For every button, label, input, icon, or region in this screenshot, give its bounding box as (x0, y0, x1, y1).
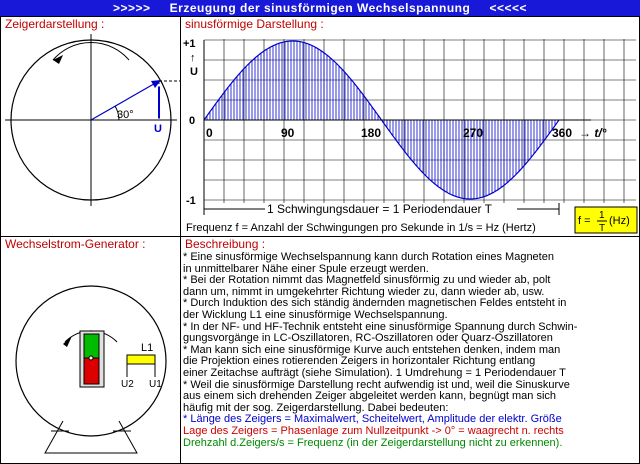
period-label: 1 Schwingungsdauer = 1 Periodendauer T (267, 202, 492, 216)
u-label: U (154, 123, 162, 135)
generator-rotation-arrow-icon (63, 336, 72, 347)
y-zero-label: 0 (189, 115, 196, 127)
y-arrow-icon: ↑ (190, 52, 196, 64)
description-line: häufig mit der sog. Zeigerdarstellung. Dabei bedeuten: (183, 402, 449, 414)
y-top-label: +1 (183, 38, 196, 50)
y-bottom-label: -1 (186, 195, 196, 207)
sine-panel-title: sinusförmige Darstellung : (185, 17, 324, 31)
description-line: * In der NF- und HF-Technik entsteht eine sinusförmige Spannung durch Schwin- (183, 321, 578, 333)
generator-panel-title: Wechselstrom-Generator : (5, 237, 146, 251)
description-line: * Man kann sich eine sinusförmige Kurve auch entstehen denken, indem man (183, 344, 561, 356)
x-axis-label: → t/° (579, 126, 607, 140)
y-u-label: U (190, 66, 198, 78)
terminal-u1: U1 (149, 379, 162, 390)
description-line: gungsvorgänge in LC-Oszillatoren, RC-Oszillatoren oder Quarz-Oszillatoren (183, 333, 553, 345)
x-tick-90: 90 (281, 126, 295, 140)
title-bar: >>>>> Erzeugung der sinusförmigen Wechselspannung <<<<< (0, 0, 640, 16)
coil-label: L1 (141, 342, 154, 354)
generator-panel (0, 236, 181, 464)
formula-den: T (599, 223, 606, 234)
magnet-north (84, 334, 99, 358)
rotor-axis (89, 356, 93, 360)
description-line: einer Zeitachse aufträgt (siehe Simulation). 1 Umdrehung = 1 Periodendauer T (183, 367, 566, 379)
sine-chart (181, 17, 639, 236)
rotation-arrow-icon (53, 55, 63, 64)
description-line: dann um, nimmt in umgekehrter Richtung wieder zu, dann wieder ab, usw. (183, 286, 545, 298)
generator-diagram (1, 237, 180, 463)
pointer-panel (0, 16, 181, 237)
x-tick-180: 180 (361, 126, 382, 140)
coil-l1 (127, 355, 155, 364)
x-tick-270: 270 (463, 126, 484, 140)
formula-unit: (Hz) (609, 215, 630, 227)
formula-num: 1 (599, 210, 605, 221)
formula-lhs: f = (578, 215, 591, 227)
angle-label: 30° (117, 109, 134, 121)
sine-panel (180, 16, 640, 237)
description-text (183, 252, 638, 449)
description-line: * Eine sinusförmige Wechselspannung kann durch Rotation eines Magneten (183, 252, 554, 263)
description-title: Beschreibung : (185, 237, 266, 251)
description-line: Drehzahl d.Zeigers/s = Frequenz (in der Zeigerdarstellung nicht zu erkennen). (183, 437, 563, 449)
terminal-u2: U2 (121, 379, 134, 390)
x-tick-0: 0 (206, 126, 213, 140)
description-line: der Wicklung L1 eine sinusförmige Wechselspannung. (183, 309, 448, 321)
magnet-south (84, 358, 99, 384)
description-line: * Durch Induktion des sich ständig ändernden magnetischen Feldes entsteht in (183, 298, 567, 310)
pointer-panel-title: Zeigerdarstellung : (5, 17, 105, 31)
description-line: * Länge des Zeigers = Maximalwert, Scheitelwert, Amplitude der elektr. Größe (183, 414, 562, 426)
pointer-diagram (1, 17, 180, 236)
frequency-text: Frequenz f = Anzahl der Schwingungen pro Sekunde in 1/s = Hz (Hertz) (186, 222, 536, 234)
description-line: aus einem sich drehenden Zeiger abgeleitet werden kann, begnügt man sich (183, 391, 557, 403)
description-line: * Bei der Rotation nimmt das Magnetfeld sinusförmig zu und wieder ab, polt (183, 275, 551, 287)
generator-stand (45, 421, 137, 453)
description-line: Lage des Zeigers = Phasenlage zum Nullzeitpunkt -> 0° = waagrecht n. rechts (183, 425, 564, 437)
x-tick-360: 360 (552, 126, 573, 140)
description-line: * Weil die sinusförmige Darstellung recht aufwendig ist und, weil die Sinuskurve (183, 379, 570, 391)
description-line: die Projektion eines rotierenden Zeigers in horizontaler Richtung entlang (183, 356, 536, 368)
description-line: in unmittelbarer Nähe einer Spule erzeugt werden. (183, 263, 429, 275)
